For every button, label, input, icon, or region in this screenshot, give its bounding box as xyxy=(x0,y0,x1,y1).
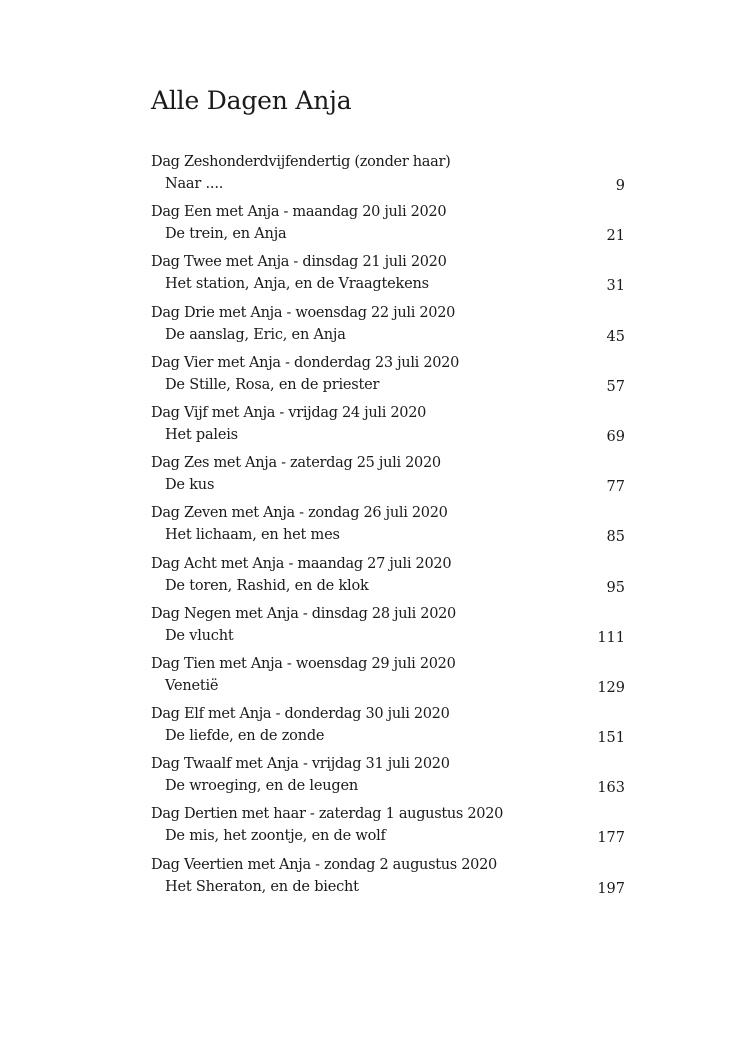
toc-entry[interactable] xyxy=(151,302,625,352)
toc-entry[interactable] xyxy=(151,603,625,653)
toc-entry-heading: Dag Zeshonderdvijfendertig (zonder haar) xyxy=(151,154,451,170)
toc-entry-page-number: 21 xyxy=(606,228,625,245)
toc-entry[interactable] xyxy=(151,553,625,603)
toc-entry[interactable] xyxy=(151,803,625,853)
toc-entry[interactable] xyxy=(151,854,625,904)
toc-entry-page-number: 95 xyxy=(606,579,625,596)
toc-entry-heading: Dag Elf met Anja - donderdag 30 juli 2020 xyxy=(151,706,450,723)
toc-entry-heading: Dag Zeven met Anja - zondag 26 juli 2020 xyxy=(151,505,448,522)
toc-entry-page-number: 151 xyxy=(597,730,625,747)
toc-entry-subtitle: De wroeging, en de leugen xyxy=(165,778,358,795)
toc-entry-heading: Dag Twaalf met Anja - vrijdag 31 juli 2020 xyxy=(151,756,450,773)
toc-entry[interactable] xyxy=(151,502,625,552)
toc-entry-subtitle: De liefde, en de zonde xyxy=(165,728,325,745)
toc-entry[interactable] xyxy=(151,653,625,703)
page-title: Alle Dagen Anja xyxy=(151,86,352,115)
toc-entry-page-number: 163 xyxy=(597,780,625,797)
toc-entry-subtitle: De toren, Rashid, en de klok xyxy=(165,577,369,594)
toc-entry-page-number: 77 xyxy=(606,479,625,496)
toc-entry-heading: Dag Acht met Anja - maandag 27 juli 2020 xyxy=(151,555,452,572)
toc-entry-heading: Dag Zes met Anja - zaterdag 25 juli 2020 xyxy=(151,455,441,472)
toc-entry-page-number: 57 xyxy=(606,378,625,395)
toc-entry[interactable] xyxy=(151,352,625,402)
toc-entry-heading: Dag Dertien met haar - zaterdag 1 augustus 2020 xyxy=(151,806,504,823)
toc-entry-heading: Dag Een met Anja - maandag 20 juli 2020 xyxy=(151,204,447,221)
toc-entry-heading: Dag Tien met Anja - woensdag 29 juli 2020 xyxy=(151,655,456,672)
toc-entry-subtitle: De mis, het zoontje, en de wolf xyxy=(165,828,386,845)
toc-entry-heading: Dag Negen met Anja - dinsdag 28 juli 2020 xyxy=(151,605,456,622)
toc-entry-page-number: 69 xyxy=(606,428,625,445)
toc-entry-subtitle: De aanslag, Eric, en Anja xyxy=(165,326,346,343)
toc-entry-page-number: 9 xyxy=(615,178,625,194)
toc-entry-page-number: 45 xyxy=(606,328,625,345)
toc-entry[interactable] xyxy=(151,402,625,452)
toc-entry-page-number: 85 xyxy=(606,529,625,546)
toc-entry-subtitle: De kus xyxy=(165,477,215,494)
toc-entry[interactable] xyxy=(151,753,625,803)
toc-entry-heading: Dag Twee met Anja - dinsdag 21 juli 2020 xyxy=(151,254,447,271)
toc-entry[interactable] xyxy=(151,251,625,301)
table-of-contents xyxy=(151,151,625,904)
toc-entry[interactable] xyxy=(151,703,625,753)
toc-entry-subtitle: Het Sheraton, en de biecht xyxy=(165,878,359,895)
toc-entry-subtitle: De trein, en Anja xyxy=(165,226,287,243)
toc-entry-subtitle: Venetië xyxy=(165,677,219,694)
toc-entry[interactable] xyxy=(151,151,625,201)
toc-entry-subtitle: Naar .... xyxy=(165,176,224,192)
toc-entry-subtitle: De Stille, Rosa, en de priester xyxy=(165,376,380,393)
toc-entry-subtitle: De vlucht xyxy=(165,627,234,644)
toc-entry-page-number: 129 xyxy=(597,679,625,696)
toc-entry-page-number: 31 xyxy=(606,278,625,295)
toc-entry[interactable] xyxy=(151,201,625,251)
toc-entry-subtitle: Het paleis xyxy=(165,426,238,443)
toc-entry-heading: Dag Veertien met Anja - zondag 2 augustus 2020 xyxy=(151,856,497,873)
toc-entry[interactable] xyxy=(151,452,625,502)
toc-entry-heading: Dag Vijf met Anja - vrijdag 24 juli 2020 xyxy=(151,404,427,421)
toc-entry-subtitle: Het lichaam, en het mes xyxy=(165,527,340,544)
toc-entry-page-number: 177 xyxy=(597,830,625,847)
toc-entry-page-number: 111 xyxy=(597,629,625,646)
toc-entry-subtitle: Het station, Anja, en de Vraagtekens xyxy=(165,276,429,293)
toc-entry-heading: Dag Vier met Anja - donderdag 23 juli 2020 xyxy=(151,354,460,371)
toc-entry-heading: Dag Drie met Anja - woensdag 22 juli 2020 xyxy=(151,304,456,321)
toc-entry-page-number: 197 xyxy=(597,880,625,897)
